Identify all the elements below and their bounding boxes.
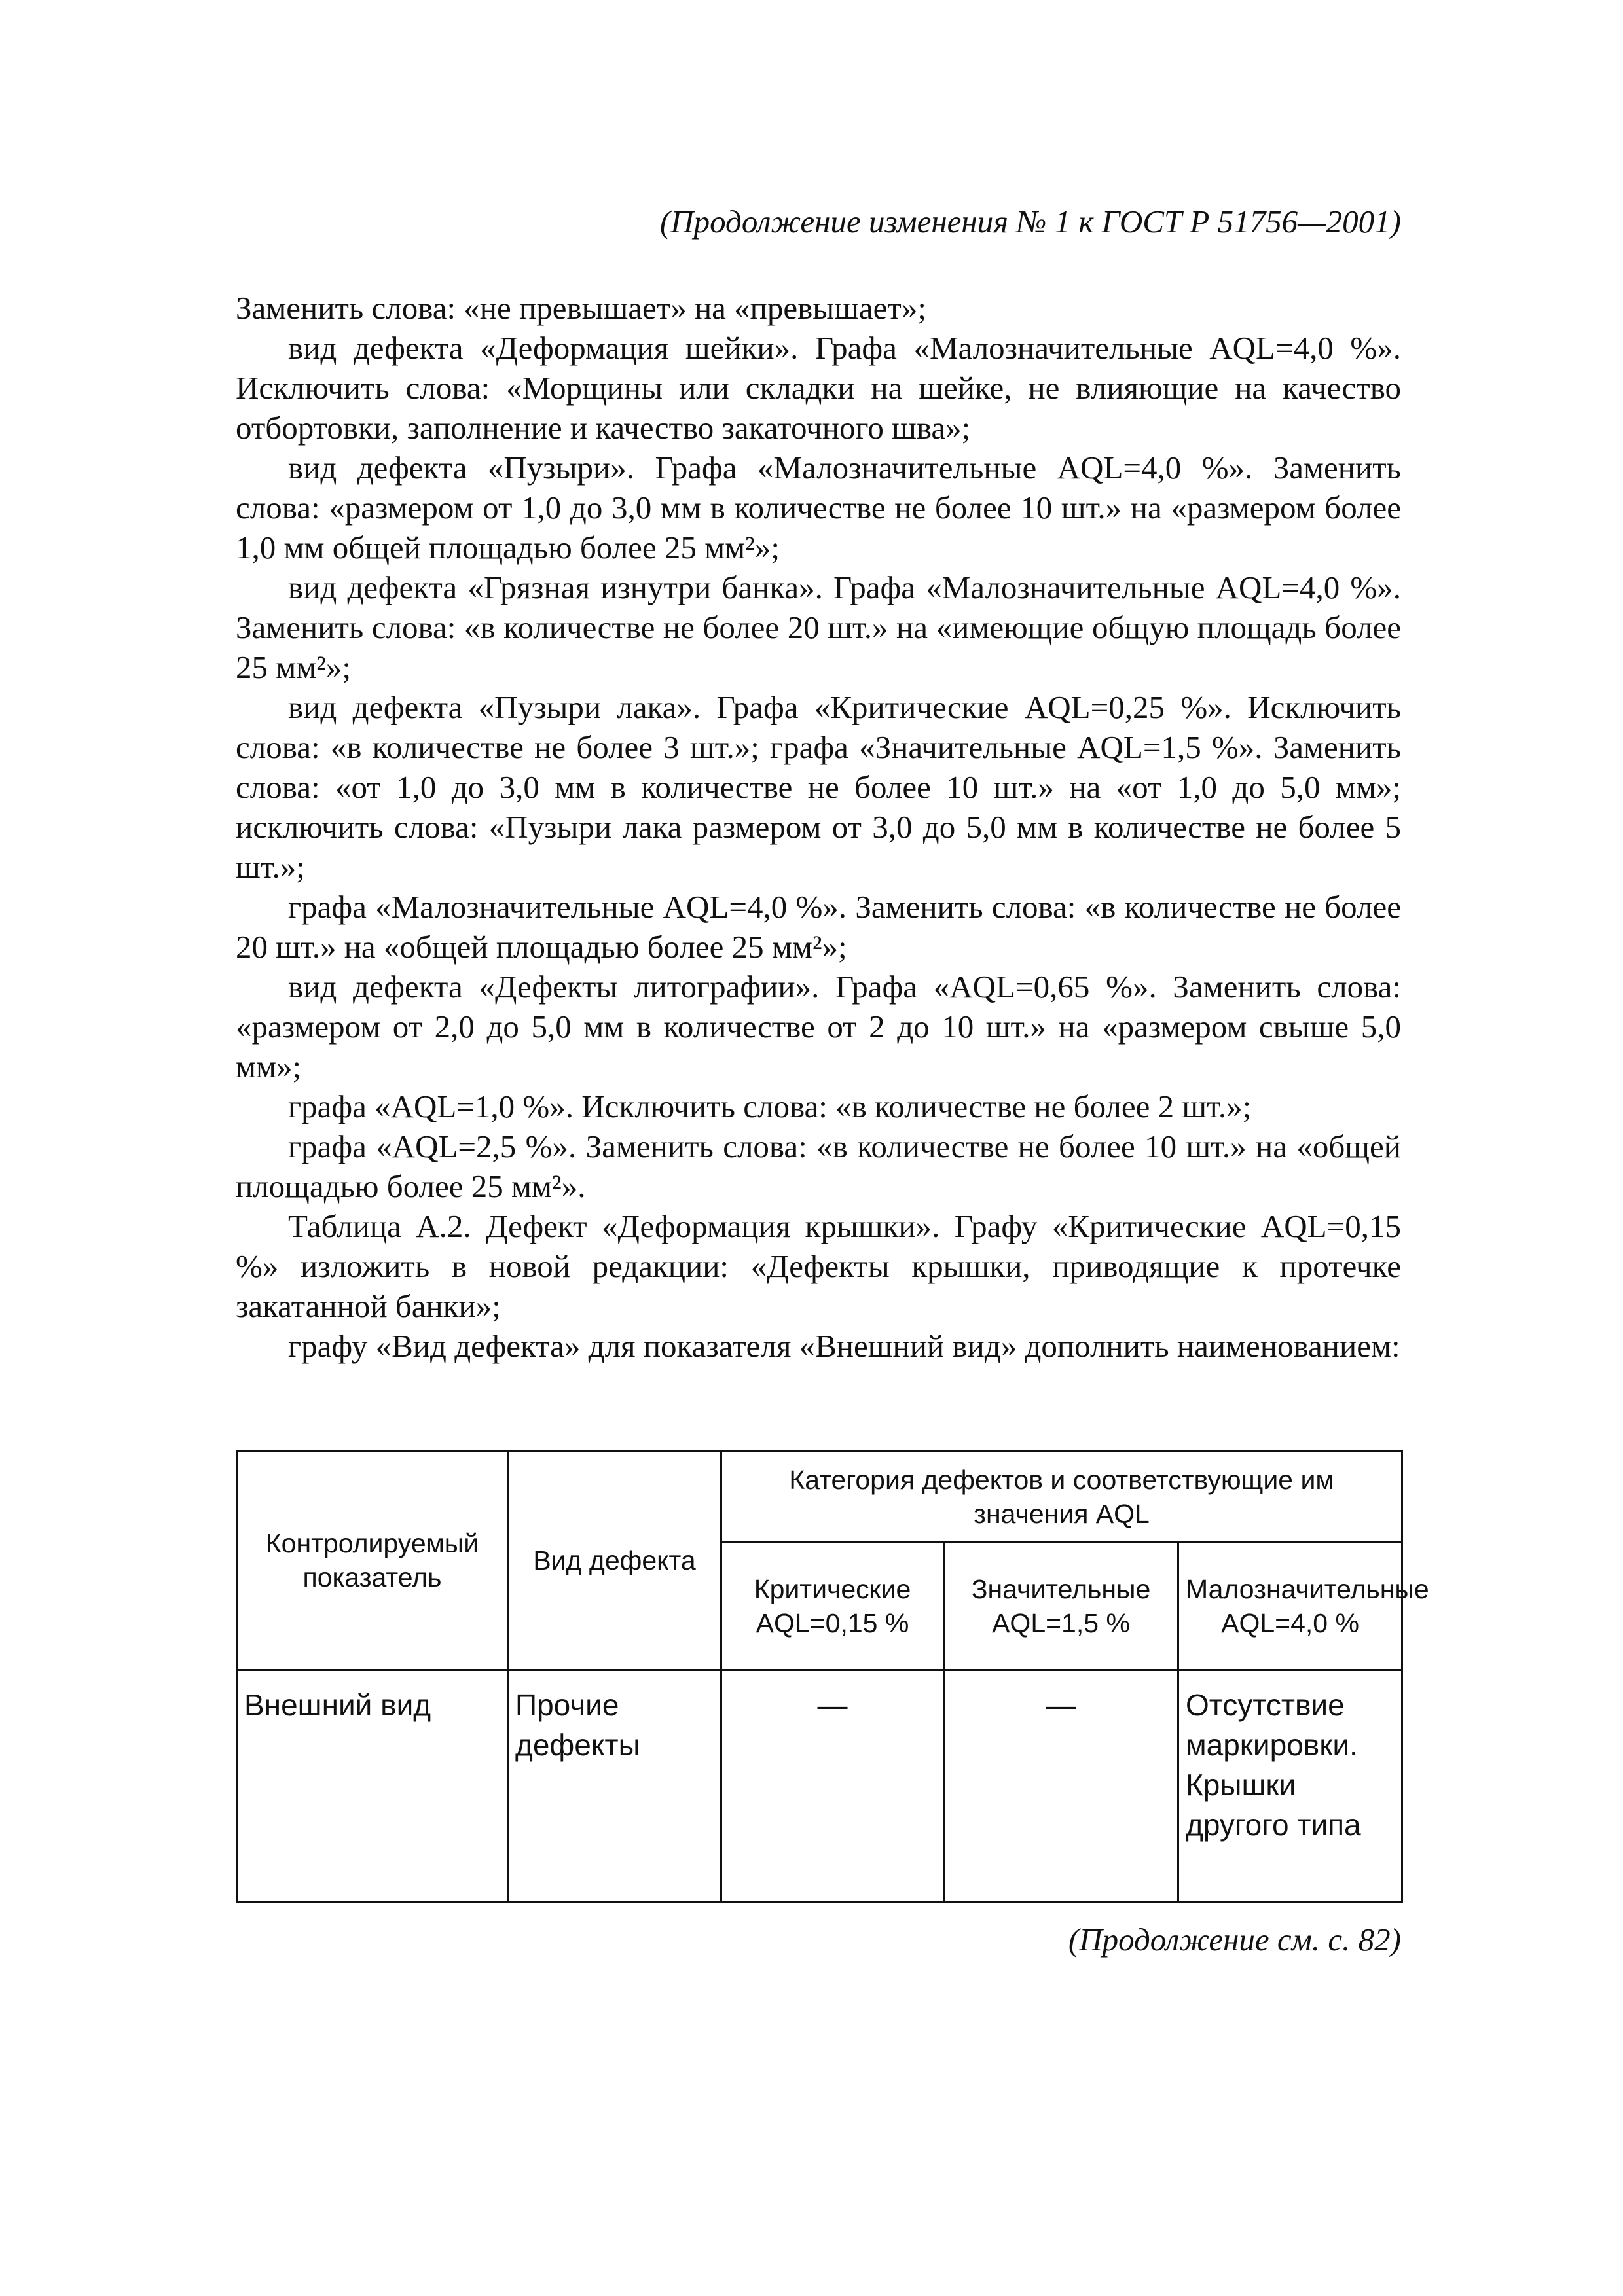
paragraph: Заменить слова: «не превышает» на «превышает»; xyxy=(236,290,926,326)
paragraph: графа «Малозначительные AQL=4,0 %». Заменить слова: «в количестве не более 20 шт.» на «общей площадью более 25 мм²»; xyxy=(236,889,1401,965)
header-category-group: Категория дефектов и соответствующие им значения AQL xyxy=(721,1451,1402,1543)
defects-table xyxy=(236,1450,1429,1903)
cell-defect-type: Прочие дефекты xyxy=(508,1670,721,1903)
table-row xyxy=(237,1670,1402,1903)
cell-minor: Отсутствие маркировки. Крышки другого типа xyxy=(1178,1670,1402,1903)
paragraph: вид дефекта «Грязная изнутри банка». Графа «Малозначительные AQL=4,0 %». Заменить слова: «в количестве не более 20 шт.» на «имеющие общую площадь более 25 мм²»; xyxy=(236,569,1401,685)
paragraph: вид дефекта «Пузыри лака». Графа «Критические AQL=0,25 %». Исключить слова: «в количестве не более 3 шт.»; графа «Значительные AQL=1,5 %». Заменить слова: «от 1,0 до 3,0 мм в количестве не более 10 шт.» на «от 1,0 до 5,0 мм»; исключить слова: «Пузыри лака размером от 3,0 до 5,0 мм в количестве не более 5 шт.»; xyxy=(236,689,1401,885)
header-critical: Критические AQL=0,15 % xyxy=(721,1543,944,1670)
cell-critical: — xyxy=(721,1670,944,1903)
paragraph: Таблица А.2. Дефект «Деформация крышки». Графу «Критические AQL=0,15 %» изложить в новой редакции: «Дефекты крышки, приводящие к протечке закатанной банки»; xyxy=(236,1208,1401,1324)
header-defect-type: Вид дефекта xyxy=(508,1451,721,1670)
page-footer: (Продолжение см. с. 82) xyxy=(1068,1922,1401,1958)
header-significant: Значительные AQL=1,5 % xyxy=(944,1543,1178,1670)
header-minor: Малозначительные AQL=4,0 % xyxy=(1178,1543,1402,1670)
paragraph: графу «Вид дефекта» для показателя «Внешний вид» дополнить наименованием: xyxy=(288,1328,1400,1364)
cell-significant: — xyxy=(944,1670,1178,1903)
paragraph: вид дефекта «Деформация шейки». Графа «Малозначительные AQL=4,0 %». Исключить слова: «Морщины или складки на шейке, не влияющие на качество отбортовки, заполнение и качество закаточного шва»; xyxy=(236,330,1401,446)
paragraph: графа «AQL=2,5 %». Заменить слова: «в количестве не более 10 шт.» на «общей площадью более 25 мм²». xyxy=(236,1128,1401,1204)
cell-indicator: Внешний вид xyxy=(237,1670,508,1903)
paragraph: вид дефекта «Пузыри». Графа «Малозначительные AQL=4,0 %». Заменить слова: «размером от 1,0 до 3,0 мм в количестве не более 10 шт.» на «размером более 1,0 мм общей площадью более 25 мм²»; xyxy=(236,450,1401,565)
paragraph: графа «AQL=1,0 %». Исключить слова: «в количестве не более 2 шт.»; xyxy=(288,1088,1252,1124)
header-indicator: Контролируемый показатель xyxy=(237,1451,508,1670)
paragraph: вид дефекта «Дефекты литографии». Графа «AQL=0,65 %». Заменить слова: «размером от 2,0 до 5,0 мм в количестве от 2 до 10 шт.» на «размером свыше 5,0 мм»; xyxy=(236,969,1401,1085)
document-body xyxy=(236,288,1401,1366)
page-header: (Продолжение изменения № 1 к ГОСТ Р 51756—2001) xyxy=(659,204,1401,240)
